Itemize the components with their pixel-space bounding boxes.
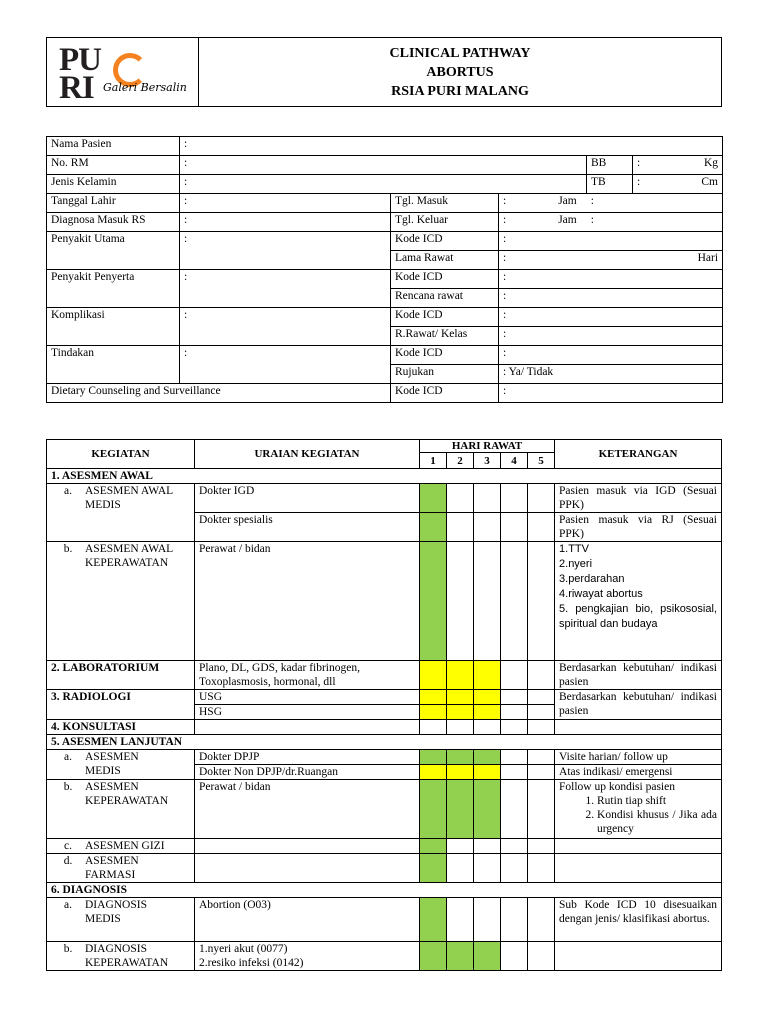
day-cell[interactable]: [420, 661, 447, 690]
day-cell[interactable]: [501, 898, 528, 942]
day-cell[interactable]: [474, 690, 501, 705]
day-cell[interactable]: [474, 839, 501, 854]
kode-icd-5-field[interactable]: :: [499, 384, 723, 403]
day-2: 2: [447, 453, 474, 469]
kegiatan-asesmen-awal-keperawatan: b. ASESMEN AWAL KEPERAWATAN: [47, 542, 195, 661]
keterangan-gizi: [555, 839, 722, 854]
day-cell[interactable]: [528, 484, 555, 513]
tgl-keluar-field[interactable]: : Jam :: [499, 213, 723, 232]
section-diagnosis: 6. DIAGNOSIS: [47, 883, 722, 898]
day-cell[interactable]: [528, 780, 555, 839]
day-cell[interactable]: [528, 542, 555, 661]
day-cell[interactable]: [501, 661, 528, 690]
day-cell[interactable]: [447, 720, 474, 735]
day-cell[interactable]: [501, 720, 528, 735]
section-asesmen-lanjutan: 5. ASESMEN LANJUTAN: [47, 735, 722, 750]
day-cell[interactable]: [474, 484, 501, 513]
day-5: 5: [528, 453, 555, 469]
day-cell[interactable]: [528, 765, 555, 780]
day-cell[interactable]: [474, 750, 501, 765]
col-keterangan: KETERANGAN: [555, 440, 722, 469]
day-cell[interactable]: [501, 750, 528, 765]
day-cell[interactable]: [447, 839, 474, 854]
day-cell[interactable]: [528, 898, 555, 942]
day-cell[interactable]: [474, 780, 501, 839]
day-cell[interactable]: [474, 942, 501, 971]
penyakit-utama-field[interactable]: :: [180, 232, 391, 270]
keterangan-diagnosis-keperawatan: [555, 942, 722, 971]
day-cell[interactable]: [447, 750, 474, 765]
day-cell[interactable]: [528, 854, 555, 883]
day-cell[interactable]: [474, 542, 501, 661]
lama-rawat-field[interactable]: : Hari: [499, 251, 723, 270]
col-uraian: URAIAN KEGIATAN: [195, 440, 420, 469]
jenis-kelamin-field[interactable]: :: [180, 175, 587, 194]
day-cell[interactable]: [447, 690, 474, 705]
kode-icd-4-field[interactable]: :: [499, 346, 723, 365]
document-title: CLINICAL PATHWAY ABORTUS RSIA PURI MALANG: [199, 38, 722, 107]
day-cell[interactable]: [447, 542, 474, 661]
day-cell[interactable]: [501, 542, 528, 661]
day-4: 4: [501, 453, 528, 469]
day-cell[interactable]: [420, 484, 447, 513]
uraian-gizi: [195, 839, 420, 854]
day-cell[interactable]: [528, 661, 555, 690]
keterangan-asesmen-keperawatan: 1.TTV 2.nyeri 3.perdarahan 4.riwayat abortus 5. pengkajian bio, psikososial, spiritual dan budaya: [555, 542, 722, 661]
keterangan-farmasi: [555, 854, 722, 883]
day-cell[interactable]: [501, 780, 528, 839]
day-cell[interactable]: [474, 661, 501, 690]
day-cell[interactable]: [501, 513, 528, 542]
kegiatan-asesmen-gizi: c. ASESMEN GIZI: [47, 839, 195, 854]
tgl-masuk-field[interactable]: : Jam :: [499, 194, 723, 213]
komplikasi-field[interactable]: :: [180, 308, 391, 346]
rawat-kelas-field[interactable]: :: [499, 327, 723, 346]
day-cell[interactable]: [501, 690, 528, 705]
day-cell[interactable]: [420, 542, 447, 661]
no-rm-field[interactable]: :: [180, 156, 587, 175]
day-cell[interactable]: [420, 854, 447, 883]
tb-field[interactable]: : Cm: [633, 175, 723, 194]
day-cell[interactable]: [420, 898, 447, 942]
day-cell[interactable]: [501, 942, 528, 971]
day-cell[interactable]: [420, 839, 447, 854]
day-cell[interactable]: [447, 780, 474, 839]
day-3: 3: [474, 453, 501, 469]
day-cell[interactable]: [474, 898, 501, 942]
day-cell[interactable]: [420, 720, 447, 735]
kegiatan-asesmen-keperawatan: b. ASESMEN KEPERAWATAN: [47, 780, 195, 839]
day-cell[interactable]: [420, 513, 447, 542]
section-konsultasi: 4. KONSULTASI: [47, 720, 195, 735]
section-laboratorium: 2. LABORATORIUM: [47, 661, 195, 690]
diagnosa-masuk-field[interactable]: :: [180, 213, 391, 232]
section-asesmen-awal: 1. ASESMEN AWAL: [47, 469, 722, 484]
uraian-farmasi: [195, 854, 420, 883]
kegiatan-asesmen-farmasi: d. ASESMEN FARMASI: [47, 854, 195, 883]
tindakan-field[interactable]: :: [180, 346, 391, 384]
header-table: [46, 37, 722, 107]
day-cell[interactable]: [528, 720, 555, 735]
bb-field[interactable]: : Kg: [633, 156, 723, 175]
day-cell[interactable]: [528, 705, 555, 720]
day-cell[interactable]: [501, 765, 528, 780]
day-1: 1: [420, 453, 447, 469]
day-cell[interactable]: [420, 690, 447, 705]
kegiatan-asesmen-medis: a. ASESMEN MEDIS: [47, 750, 195, 780]
uraian-diagnosis-keperawatan: 1.nyeri akut (0077) 2.resiko infeksi (0142): [195, 942, 420, 971]
day-cell[interactable]: [474, 705, 501, 720]
day-cell[interactable]: [528, 839, 555, 854]
day-cell[interactable]: [501, 839, 528, 854]
day-cell[interactable]: [447, 854, 474, 883]
col-kegiatan: KEGIATAN: [47, 440, 195, 469]
day-cell[interactable]: [447, 484, 474, 513]
penyakit-penyerta-field[interactable]: :: [180, 270, 391, 308]
day-cell[interactable]: [528, 513, 555, 542]
day-cell[interactable]: [528, 942, 555, 971]
day-cell[interactable]: [447, 661, 474, 690]
day-cell[interactable]: [420, 750, 447, 765]
rujukan-field[interactable]: : Ya/ Tidak: [499, 365, 723, 384]
day-cell[interactable]: [528, 750, 555, 765]
tanggal-lahir-field[interactable]: :: [180, 194, 391, 213]
kegiatan-asesmen-awal-medis: a. ASESMEN AWAL MEDIS: [47, 484, 195, 542]
rencana-rawat-field[interactable]: :: [499, 289, 723, 308]
section-radiologi: 3. RADIOLOGI: [47, 690, 195, 720]
day-cell[interactable]: [501, 854, 528, 883]
kode-icd-3-field[interactable]: :: [499, 308, 723, 327]
activity-table: KEGIATAN URAIAN KEGIATAN HARI RAWAT KETERANGAN 1 2 3 4 5 1. ASESMEN AWAL a. ASESMEN AWAL MEDIS Dokter IGD Pasien masuk via IGD (Sesuai PPK) Dokter spesialis Pasien masuk via RJ (Sesuai PPK) b. ASESMEN AWAL KEPERAWATAN Perawat / bidan 1.TTV 2.nyeri 3.perdarahan 4.riwayat abortus 5. pengkajian bio, psikososial, spiritual dan budaya 2. LABORATORIUM Plano, DL, GDS, kadar fibrinogen, Toxoplasmosis, hormonal, dll Berdasarkan kebutuhan/ indikasi pasien 3. RADIOLOGI USG Berdasarkan kebutuhan/ indikasi pasien HSG 4. KONSULTASI 5. ASESMEN LANJUTAN a. ASESMEN MEDIS Dokter DPJP Visite harian/ follow up Dokter Non DPJP/dr.Ruangan Atas indikasi/ emergensi b. ASESMEN KEPERAWATAN Perawat / bidan Follow up kondisi pasien 1. Rutin tiap shift 2. Kondisi khusus / Jika ada urgency c. ASESMEN GIZI d. ASESMEN FARMASI 6. DIAGNOSIS a. DIAGNOSIS MEDIS Abortion (O03) Sub Kode ICD 10 disesuaikan dengan jenis/ klasifikasi abortus. b. DIAGNOSIS KEPERAWATAN 1.nyeri akut (0077) 2.resiko infeksi (0142): [46, 439, 722, 971]
nama-pasien-field[interactable]: :: [180, 137, 723, 156]
hospital-logo: PU RI Galeri Bersalin: [59, 42, 187, 106]
day-cell[interactable]: [447, 765, 474, 780]
kode-icd-2-field[interactable]: :: [499, 270, 723, 289]
keterangan-follow-up: Follow up kondisi pasien 1. Rutin tiap shift 2. Kondisi khusus / Jika ada urgency: [555, 780, 722, 839]
day-cell[interactable]: [447, 513, 474, 542]
keterangan-konsultasi: [555, 720, 722, 735]
day-cell[interactable]: [528, 690, 555, 705]
day-cell[interactable]: [474, 854, 501, 883]
day-cell[interactable]: [474, 513, 501, 542]
day-cell[interactable]: [501, 484, 528, 513]
uraian-konsultasi: [195, 720, 420, 735]
day-cell[interactable]: [447, 705, 474, 720]
patient-info-table: Nama Pasien : No. RM : BB : Kg Jenis Kelamin : TB : Cm Tanggal Lahir : Tgl. Masuk : Jam : Diagnosa Masuk RS : Tgl. Keluar : Jam : Penyakit Utama : Kode ICD : Lama Rawat : Hari Penyakit Penyerta : Kode ICD : Rencana rawat : Komplikasi : Kode ICD : R.Rawat/ Kelas : Tindakan : Kode ICD : Rujukan : Ya/ Tidak Dietary Counseling and Surveillance Kode ICD :: [46, 136, 723, 403]
kode-icd-1-field[interactable]: :: [499, 232, 723, 251]
day-cell[interactable]: [447, 942, 474, 971]
day-cell[interactable]: [420, 780, 447, 839]
day-cell[interactable]: [420, 765, 447, 780]
kegiatan-diagnosis-keperawatan: b. DIAGNOSIS KEPERAWATAN: [47, 942, 195, 971]
kegiatan-diagnosis-medis: a. DIAGNOSIS MEDIS: [47, 898, 195, 942]
day-cell[interactable]: [420, 705, 447, 720]
day-cell[interactable]: [474, 765, 501, 780]
day-cell[interactable]: [474, 720, 501, 735]
col-hari-rawat: HARI RAWAT: [420, 440, 555, 453]
logo-cell: [47, 38, 199, 107]
day-cell[interactable]: [420, 942, 447, 971]
day-cell[interactable]: [447, 898, 474, 942]
day-cell[interactable]: [501, 705, 528, 720]
